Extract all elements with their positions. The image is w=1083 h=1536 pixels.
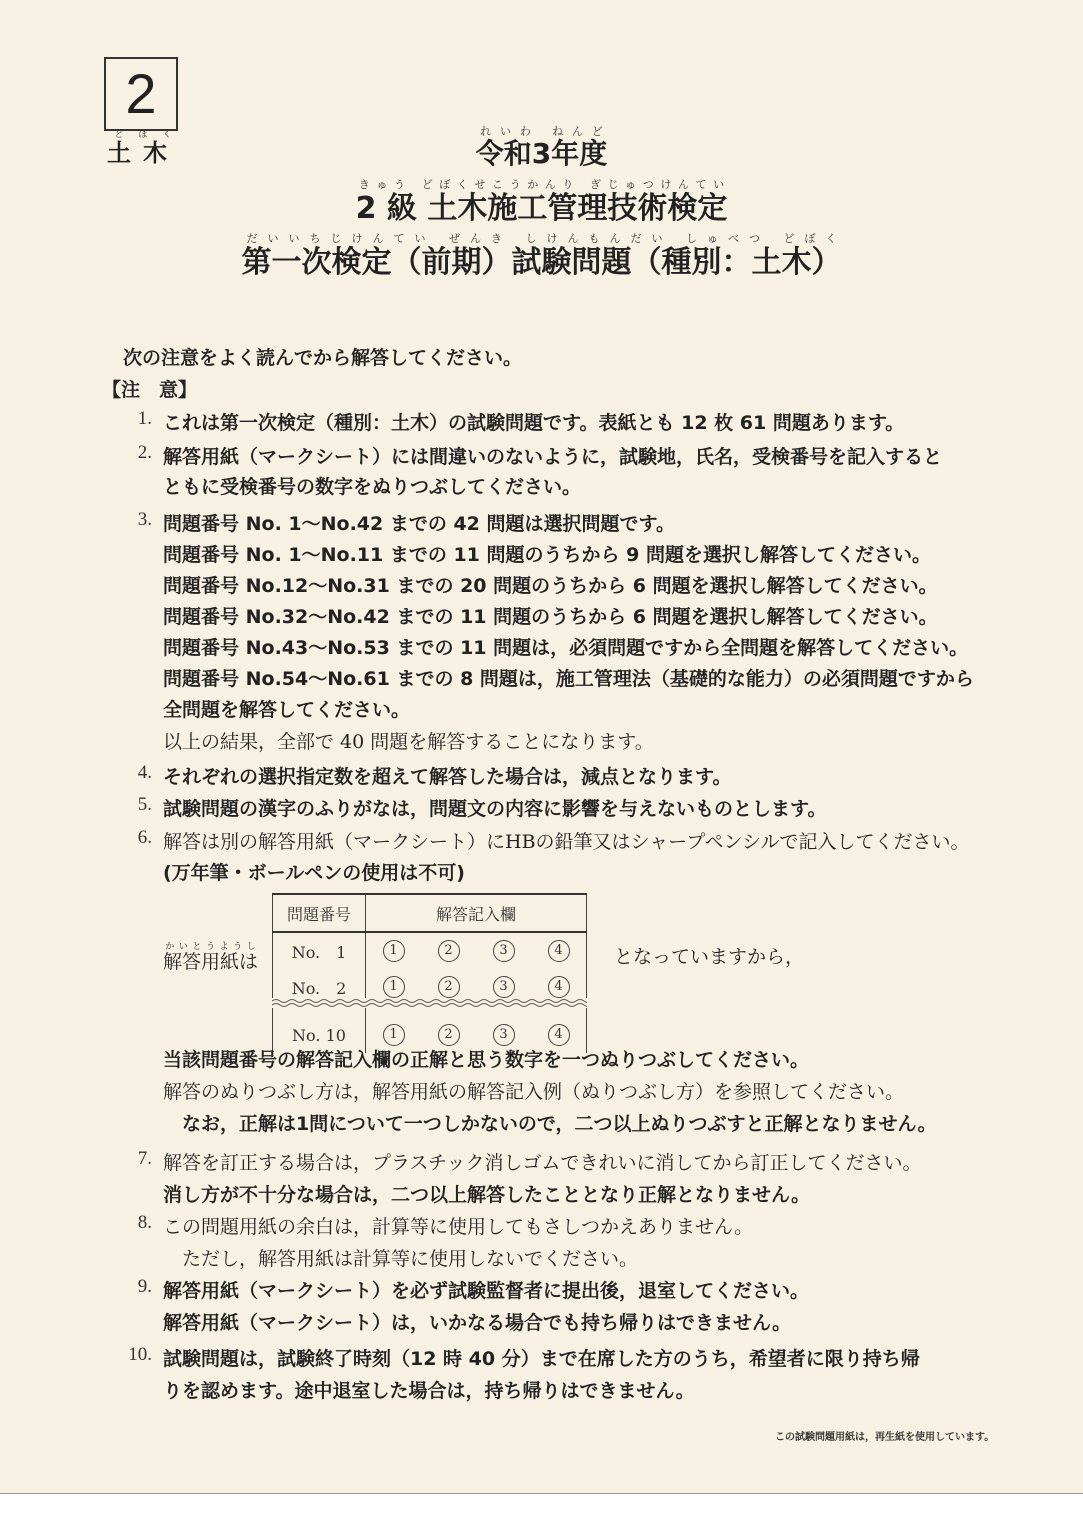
notice-item-3-line-6: 問題番号 No.54～No.61 までの 8 問題は，施工管理法（基礎的な能力）の必須問題ですから (163, 668, 974, 690)
question-number: No. 2 (273, 969, 366, 1005)
notice-item-2-line-2: ともに受検番号の数字をぬりつぶしてください。 (163, 476, 582, 498)
item-number: 9. (137, 1276, 152, 1297)
item-number: 5. (137, 794, 152, 815)
notice-item-4: それぞれの選択指定数を超えて解答した場合は，減点となります。 (163, 766, 732, 788)
answer-sheet-example-table (272, 893, 587, 1053)
question-number: No. 10 (273, 1017, 366, 1053)
notice-heading: 【注 意】 (102, 379, 198, 401)
item-number: 1. (137, 408, 152, 429)
column-header-answer: 解答記入欄 (366, 894, 587, 932)
choice-circle-2: 2 (438, 976, 460, 998)
item-number: 3. (137, 509, 152, 530)
item-number: 8. (137, 1212, 152, 1233)
title-year: 令和3年度れいわ ねんど (475, 125, 608, 170)
item-number: 2. (137, 442, 152, 463)
notice-item-7-line-2: 消し方が不十分な場合は，二つ以上解答したこととなり正解となりません。 (163, 1184, 811, 1206)
notice-item-3-line-8: 以上の結果，全部で 40 問題を解答することになります。 (163, 731, 654, 753)
notice-item-10-line-1: 試験問題は，試験終了時刻（12 時 40 分）まで在席した方のうち，希望者に限り持ち帰 (163, 1348, 920, 1370)
choice-circle-4: 4 (548, 976, 570, 998)
answer-sheet-label: 解答用紙はかいとうようし (163, 942, 259, 973)
item-number: 6. (137, 827, 152, 848)
item-number: 4. (137, 762, 152, 783)
notice-item-3-line-3: 問題番号 No.12～No.31 までの 20 問題のうちから 6 問題を選択し解答してください。 (163, 575, 938, 597)
notice-item-10-line-2: りを認めます。途中退室した場合は，持ち帰りはできません。 (163, 1380, 695, 1402)
choice-circle-1: 1 (383, 1024, 405, 1046)
notice-item-7-line-1: 解答を訂正する場合は，プラスチック消しゴムできれいに消してから訂正してください。 (163, 1152, 922, 1174)
item-number: 10. (128, 1344, 152, 1365)
intro-text: 次の注意をよく読んでから解答してください。 (123, 347, 523, 369)
title-exam-type: 第一次検定（前期）試験問題（種別：土木）だいいちじけんてい ぜんき しけんもんだい しゅべつ どぼく (241, 232, 842, 280)
notice-item-3-line-4: 問題番号 No.32～No.42 までの 11 問題のうちから 6 問題を選択し解答してください。 (163, 606, 938, 628)
notice-item-1: これは第一次検定（種別：土木）の試験問題です。表紙とも 12 枚 61 問題あります。 (163, 412, 905, 434)
notice-item-9-line-1: 解答用紙（マークシート）を必ず試験監督者に提出後，退室してください。 (163, 1280, 810, 1302)
notice-item-6-line-4: 解答のぬりつぶし方は，解答用紙の解答記入例（ぬりつぶし方）を参照してください。 (163, 1081, 905, 1103)
notice-item-9-line-2: 解答用紙（マークシート）は，いかなる場合でも持ち帰りはできません。 (163, 1312, 792, 1334)
title-exam-name: 2 級 土木施工管理技術検定きゅう どぼくせこうかんり ぎじゅつけんてい (355, 178, 728, 226)
item-number: 7. (137, 1148, 152, 1169)
notice-item-2-line-1: 解答用紙（マークシート）には間違いのないように，試験地，氏名，受検番号を記入すると (163, 446, 943, 468)
choice-circle-3: 3 (493, 1024, 515, 1046)
notice-item-5: 試験問題の漢字のふりがなは，問題文の内容に影響を与えないものとします。 (163, 798, 827, 820)
notice-item-8-line-2: ただし，解答用紙は計算等に使用しないでください。 (182, 1248, 639, 1270)
choice-circle-2: 2 (438, 1024, 460, 1046)
column-header-question: 問題番号 (273, 894, 366, 932)
notice-item-3-line-5: 問題番号 No.43～No.53 までの 11 問題は，必須問題ですから全問題を解答してください。 (163, 637, 969, 659)
choice-circle-1: 1 (383, 976, 405, 998)
notice-item-6-line-2: (万年筆・ボールペンの使用は不可) (163, 862, 465, 884)
choice-circle-4: 4 (548, 940, 570, 962)
choice-circle-2: 2 (438, 940, 460, 962)
recycled-paper-note: この試験問題用紙は，再生紙を使用しています。 (775, 1432, 995, 1443)
notice-item-6-line-1: 解答は別の解答用紙（マークシート）にHBの鉛筆又はシャープペンシルで記入してください。 (163, 831, 970, 853)
notice-item-3-line-1: 問題番号 No. 1～No.42 までの 42 問題は選択問題です。 (163, 513, 676, 535)
notice-item-6-line-5: なお，正解は1問について一つしかないので，二つ以上ぬりつぶすと正解となりません。 (182, 1113, 937, 1135)
choice-circle-3: 3 (493, 976, 515, 998)
choice-circle-3: 3 (493, 940, 515, 962)
notice-item-3-line-7: 全問題を解答してください。 (163, 699, 411, 721)
answer-sheet-suffix: となっていますから， (614, 946, 805, 968)
exam-number-box: 2 (104, 57, 178, 131)
omission-wave-divider (272, 998, 587, 1008)
question-number: No. 1 (273, 932, 366, 969)
choice-circle-4: 4 (548, 1024, 570, 1046)
choice-circle-1: 1 (383, 940, 405, 962)
notice-item-3-line-2: 問題番号 No. 1～No.11 までの 11 問題のうちから 9 問題を選択し解答してください。 (163, 544, 931, 566)
exam-category: 土木どぼく (107, 130, 179, 167)
notice-item-6-line-3: 当該問題番号の解答記入欄の正解と思う数字を一つぬりつぶしてください。 (163, 1049, 810, 1071)
notice-item-8-line-1: この問題用紙の余白は，計算等に使用してもさしつかえありません。 (163, 1216, 754, 1238)
